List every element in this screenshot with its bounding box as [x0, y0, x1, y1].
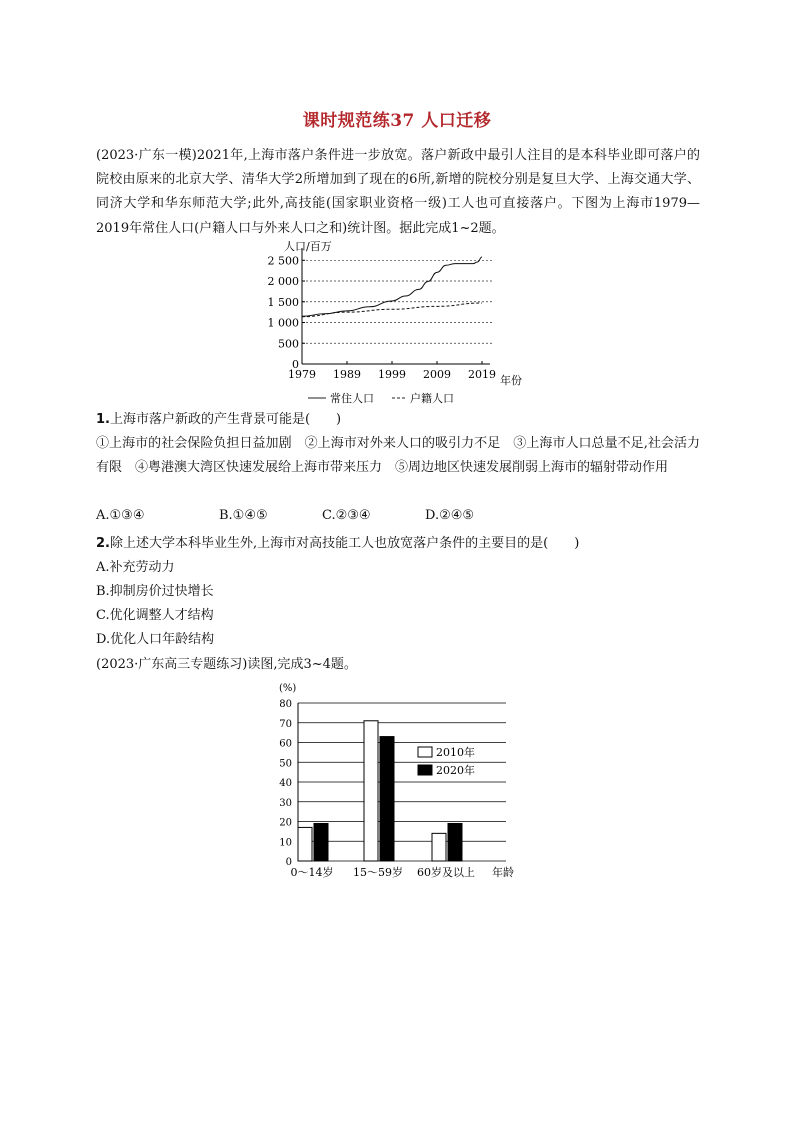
- question-1-text: 上海市落户新政的产生背景可能是( ): [109, 412, 342, 427]
- bar-chart-y-tick-label: 50: [279, 758, 292, 770]
- population-line-chart: [262, 236, 552, 406]
- bar-2020-0: [314, 823, 328, 861]
- line-chart-y-tick-label: 1 000: [267, 316, 299, 330]
- legend-label-resident: 常住人口: [330, 392, 374, 405]
- line-chart-x-tick-label: 1989: [333, 368, 361, 381]
- question-1-statements: ①上海市的社会保险负担日益加剧 ②上海市对外来人口的吸引力不足 ③上海市人口总量不足,社会活力有限 ④粤港澳大湾区快速发展给上海市带来压力 ⑤周边地区快速发展削弱上海市的辐射带动作用: [96, 436, 700, 476]
- bar-2010-0: [298, 827, 312, 861]
- intro-paragraph-2: (2023·广东高三专题练习)读图,完成3~4题。: [96, 657, 357, 672]
- bar-chart-y-tick-label: 30: [279, 797, 292, 809]
- q2-option-d[interactable]: D.优化人口年龄结构: [96, 632, 215, 647]
- bar-chart-y-tick-label: 40: [279, 778, 292, 789]
- bar-2020-1: [380, 737, 394, 861]
- line-chart-ylabel: 人口/百万: [284, 240, 332, 253]
- series-line-resident-population: [302, 257, 482, 316]
- line-chart-x-tick-label: 1979: [288, 368, 316, 381]
- question-2-text: 除上述大学本科毕业生外,上海市对高技能工人也放宽落户条件的主要目的是( ): [109, 536, 580, 551]
- question-1-number: 1.: [96, 412, 110, 427]
- line-chart-y-tick-label: 0: [292, 358, 299, 371]
- question-2: [96, 532, 579, 551]
- legend-swatch-2010: [418, 747, 432, 757]
- q2-option-a[interactable]: A.补充劳动力: [96, 560, 175, 575]
- q1-option-d[interactable]: D.②④⑤: [425, 508, 475, 523]
- q1-option-a[interactable]: A.①③④: [96, 508, 145, 523]
- line-chart-y-tick-label: 1 500: [267, 295, 299, 309]
- bar-chart-category-label: 15～59岁: [353, 866, 403, 879]
- bar-chart-category-label: 0～14岁: [290, 866, 334, 879]
- bar-chart-xlabel: 年龄: [492, 866, 514, 879]
- bar-chart-y-tick-label: 60: [279, 738, 292, 750]
- page-title: 课时规范练37 人口迁移: [302, 111, 492, 131]
- line-chart-legend: [308, 391, 454, 405]
- bar-2010-1: [364, 721, 378, 861]
- bar-chart-y-tick-label: 10: [279, 837, 292, 849]
- line-chart-x-tick-label: 1999: [378, 368, 406, 381]
- legend-label-2010: 2010年: [436, 746, 475, 759]
- bar-chart-ylabel: (%): [279, 683, 297, 694]
- line-chart-x-tick-label: 2009: [423, 368, 451, 381]
- bar-2010-2: [432, 833, 446, 861]
- q2-option-c[interactable]: C.优化调整人才结构: [96, 608, 214, 623]
- bar-2020-2: [448, 823, 462, 861]
- line-chart-xlabel: 年份: [500, 374, 522, 387]
- q1-option-c[interactable]: C.②③④: [322, 508, 371, 523]
- line-chart-y-tick-label: 2 000: [267, 275, 299, 289]
- legend-swatch-2020: [418, 765, 432, 775]
- question-2-number: 2.: [96, 536, 110, 551]
- bar-chart-y-tick-label: 0: [285, 857, 292, 868]
- age-structure-bar-chart: [270, 680, 530, 880]
- bar-chart-y-tick-label: 80: [279, 699, 292, 710]
- legend-label-registered: 户籍人口: [410, 392, 454, 405]
- intro-paragraph-1: (2023·广东一模)2021年,上海市落户条件进一步放宽。落户新政中最引人注目的是本科毕业即可落户的院校由原来的北京大学、清华大学2所增加到了现在的6所,新增的院校分别是复旦大学、上海交通大学、同济大学和华东师范大学;此外,高技能(国家职业资格一级)工人也可直接落户。下图为上海市1979—2019年常住人口(户籍人口与外来人口之和)统计图。据此完成1~2题。: [96, 148, 700, 236]
- line-chart-x-tick-label: 2019: [468, 368, 496, 381]
- series-line-registered-population: [302, 303, 482, 317]
- line-chart-y-tick-label: 2 500: [267, 254, 299, 268]
- line-chart-y-tick-label: 500: [278, 337, 299, 351]
- bar-chart-category-label: 60岁及以上: [417, 866, 475, 879]
- question-1: [96, 408, 700, 427]
- q2-option-b[interactable]: B.抑制房价过快增长: [96, 584, 214, 599]
- legend-label-2020: 2020年: [436, 764, 475, 777]
- bar-chart-y-tick-label: 20: [279, 817, 292, 829]
- bar-chart-y-tick-label: 70: [279, 718, 292, 730]
- bar-chart-legend: [418, 745, 475, 777]
- q1-option-b[interactable]: B.①④⑤: [219, 508, 268, 523]
